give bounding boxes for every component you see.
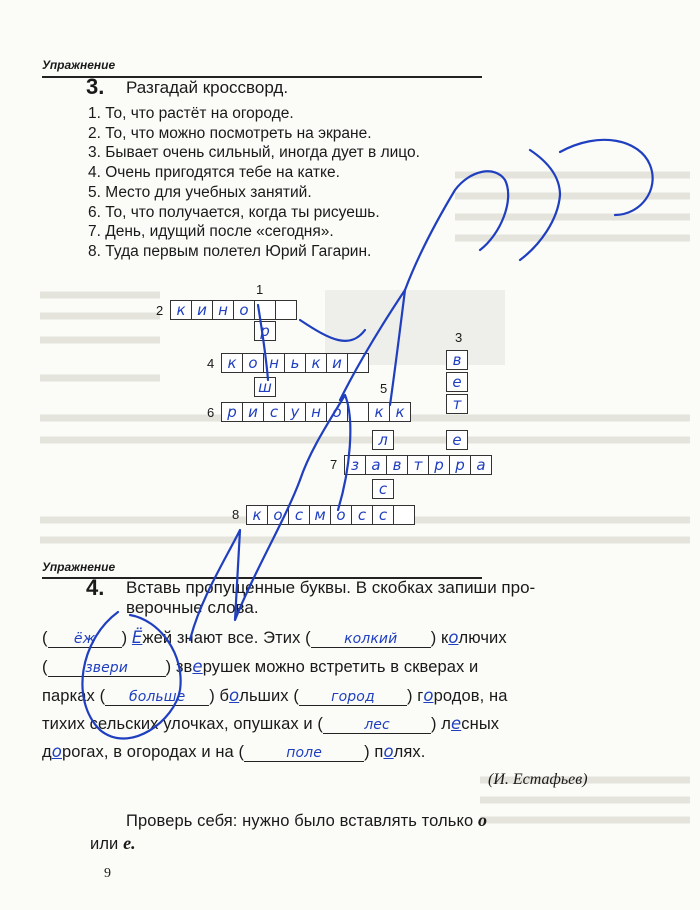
text-fragment: рушек можно встретить в скверах и: [202, 658, 479, 676]
clue-item: 8. Туда первым полетел Юрий Гагарин.: [88, 242, 372, 260]
exercise-4-label: Упражнение: [42, 560, 116, 574]
answer-letter: о: [336, 506, 346, 524]
answer-letter: с: [378, 506, 388, 524]
exercise-3-label: Упражнение: [42, 58, 116, 72]
text-fragment: ) б: [209, 687, 230, 705]
answer-letter: а: [371, 456, 381, 474]
text-fragment: родов, на: [433, 687, 508, 705]
answer-letter: н: [311, 403, 321, 421]
text-fragment: лях.: [393, 743, 426, 761]
inserted-letter[interactable]: е: [192, 657, 203, 676]
answer-letter: н: [269, 354, 279, 372]
answer-letter: т: [452, 395, 462, 413]
crossword-number-7: 7: [330, 457, 338, 472]
crossword-number-5: 5: [380, 381, 388, 396]
check-word-blank[interactable]: колкий: [311, 631, 431, 648]
exercise-4-number: 4.: [86, 575, 105, 600]
page-number: 9: [104, 866, 111, 881]
check-word-blank[interactable]: поле: [244, 745, 364, 762]
answer-letter: о: [332, 403, 342, 421]
text-fragment: жей знают все. Этих (: [142, 629, 311, 647]
answer-letter: в: [392, 456, 402, 474]
exercise-4-title-line2: верочные слова.: [126, 598, 259, 617]
inserted-letter[interactable]: о: [229, 686, 240, 705]
clue-item: 2. То, что можно посмотреть на экране.: [88, 124, 372, 142]
check-word-blank[interactable]: город: [299, 689, 407, 706]
answer-letter: а: [476, 456, 486, 474]
paren: (: [42, 629, 48, 647]
text-fragment: парках (: [42, 687, 106, 705]
exercise-3-title: Разгадай кроссворд.: [126, 78, 289, 97]
answer-letter: р: [455, 456, 465, 474]
answer-letter: в: [452, 351, 462, 369]
answer-letter: р: [227, 403, 237, 421]
answer-letter: у: [290, 403, 300, 421]
answer-letter: е: [452, 373, 462, 391]
answer-letter: к: [227, 354, 237, 372]
crossword-number-4: 4: [207, 356, 215, 371]
inserted-letter[interactable]: о: [423, 686, 434, 705]
text-fragment: тихих сельских улочках, опушках и (: [42, 715, 323, 733]
answer-letter: м: [314, 506, 326, 524]
answer-letter: з: [351, 456, 359, 474]
clue-item: 4. Очень пригодятся тебе на катке.: [88, 164, 340, 182]
inserted-letter[interactable]: о: [448, 628, 459, 647]
exercise-3-number: 3.: [86, 74, 105, 99]
check-letter-o: о: [477, 810, 488, 830]
answer-letter: е: [452, 431, 462, 449]
clue-item: 5. Место для учебных занятий.: [88, 183, 312, 201]
inserted-letter[interactable]: о: [51, 742, 62, 761]
answer-letter: л: [378, 431, 388, 449]
crossword-number-1: 1: [256, 282, 264, 297]
clue-item: 6. То, что получается, когда ты рисуешь.: [88, 203, 380, 221]
text-fragment: рогах, в огородах и на (: [61, 743, 245, 761]
answer-letter: о: [239, 301, 249, 319]
crossword-number-8: 8: [232, 507, 240, 522]
text-fragment: ) к: [430, 629, 449, 647]
clue-item: 7. День, идущий после «сегодня».: [88, 223, 334, 241]
answer-letter: и: [248, 403, 258, 421]
answer-letter: н: [218, 301, 228, 319]
crossword-number-3: 3: [455, 330, 463, 345]
text-fragment: льших (: [239, 687, 299, 705]
exercise-4-title-line1: Вставь пропущенные буквы. В скобках запиши про-: [126, 578, 536, 597]
answer-letter: к: [176, 301, 186, 319]
text-fragment: ) л: [430, 715, 451, 733]
check-yourself-text: Проверь себя: нужно было вставлять только: [126, 812, 474, 830]
check-letter-e: е.: [123, 833, 136, 853]
text-fragment: ) г: [406, 687, 424, 705]
answer-letter: р: [434, 456, 444, 474]
answer-letter: с: [269, 403, 279, 421]
answer-letter: р: [260, 322, 270, 340]
check-or-text: или: [90, 835, 119, 853]
inserted-letter[interactable]: о: [383, 742, 394, 761]
answer-letter: с: [294, 506, 304, 524]
answer-letter: о: [248, 354, 258, 372]
answer-letter: к: [252, 506, 262, 524]
clue-item: 3. Бывает очень сильный, иногда дует в лицо.: [88, 144, 420, 162]
answer-letter: с: [357, 506, 367, 524]
text-fragment: ) п: [364, 743, 384, 761]
inserted-letter[interactable]: е: [451, 714, 462, 733]
answer-letter: и: [332, 354, 342, 372]
author-attribution: (И. Естафьев): [488, 771, 588, 788]
paren: (: [42, 658, 48, 676]
crossword-number-2: 2: [156, 303, 164, 318]
text-fragment: ) зв: [165, 658, 193, 676]
answer-letter: ь: [290, 354, 300, 372]
answer-letter: т: [413, 456, 423, 474]
crossword-number-6: 6: [207, 405, 215, 420]
check-word-blank[interactable]: ёж: [48, 631, 122, 648]
answer-letter: к: [311, 354, 321, 372]
text-fragment: лючих: [458, 629, 507, 647]
answer-letter: к: [374, 403, 384, 421]
answer-letter: к: [395, 403, 405, 421]
check-word-blank[interactable]: больше: [105, 689, 209, 706]
text-fragment: сных: [461, 715, 500, 733]
answer-letter: с: [378, 480, 388, 498]
answer-letter: ш: [258, 378, 272, 396]
inserted-letter[interactable]: Ё: [131, 628, 143, 647]
text-fragment: д: [42, 743, 52, 761]
paren: ): [121, 629, 128, 647]
answer-letter: и: [197, 301, 207, 319]
check-word-blank[interactable]: звери: [48, 660, 166, 677]
answer-letter: о: [273, 506, 283, 524]
check-word-blank[interactable]: лес: [323, 717, 431, 734]
clue-item: 1. То, что растёт на огороде.: [88, 105, 294, 122]
